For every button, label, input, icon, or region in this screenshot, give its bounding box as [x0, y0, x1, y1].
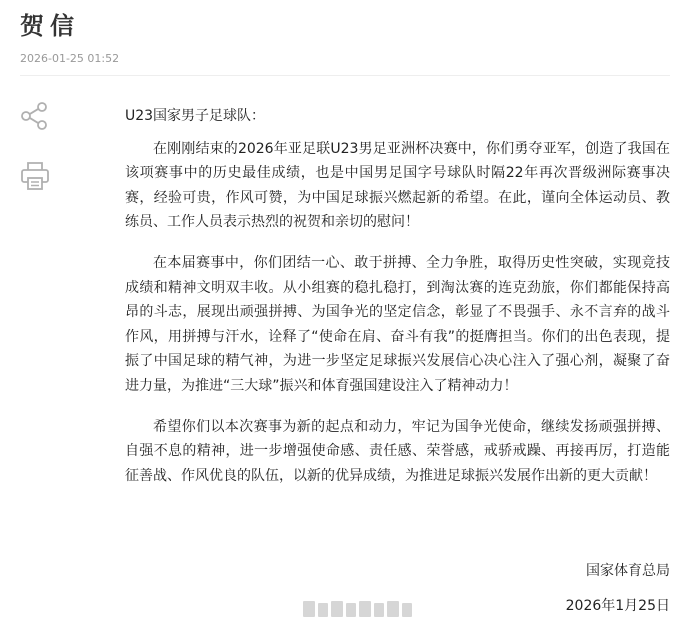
letter-paragraph-2: 在本届赛事中，你们团结一心、敢于拼搏、全力争胜，取得历史性突破，实现竞技成绩和精神文明双丰收。从小组赛的稳扎稳打，到淘汰赛的连克劲旅，你们都能保持高昂的斗志，展现出顽强拼搏、为国争光的坚定信念，彰显了不畏强手、永不言弃的战斗作风，用拼搏与汗水，诠释了“使命在肩、奋斗有我”的挺膺担当。你们的出色表现，提振了中国足球的精气神，为进一步坚定足球振兴发展信心决心注入了强心剂，凝聚了奋进力量，为推进“三大球”振兴和体育强国建设注入了精神动力！ — [125, 254, 670, 394]
letter-signature: 国家体育总局 — [586, 563, 670, 579]
letter-paragraph-3: 希望你们以本次赛事为新的起点和动力，牢记为国争光使命，继续发扬顽强拼搏、自强不息的精神，进一步增强使命感、责任感、荣誉感，戒骄戒躁、再接再厉，打造能征善战、作风优良的队伍，以新的优异成绩，为推进足球振兴发展作出新的更大贡献！ — [125, 418, 670, 484]
letter-paragraph-1: 在刚刚结束的2026年亚足联U23男足亚洲杯决赛中，你们勇夺亚军，创造了我国在该项赛事中的历史最佳成绩，也是中国男足国字号球队时隔22年再次晋级洲际赛事决赛，经验可贵，作风可赞，为中国足球振兴燃起新的希望。在此，谨向全体运动员、教练员、工作人员表示热烈的祝贺和亲切的慰问！ — [125, 140, 670, 231]
header-divider — [20, 75, 670, 76]
share-button[interactable] — [19, 100, 51, 132]
print-button[interactable] — [19, 160, 51, 192]
publish-date: 2026-01-25 01:52 — [20, 52, 120, 65]
print-icon — [19, 160, 51, 192]
letter-sign-date: 2026年1月25日 — [565, 598, 670, 614]
page-title: 贺信 — [20, 12, 80, 40]
share-icon — [19, 100, 51, 132]
watermark-image — [301, 598, 421, 620]
letter-body — [125, 104, 670, 504]
letter-salutation: U23国家男子足球队： — [125, 108, 266, 124]
